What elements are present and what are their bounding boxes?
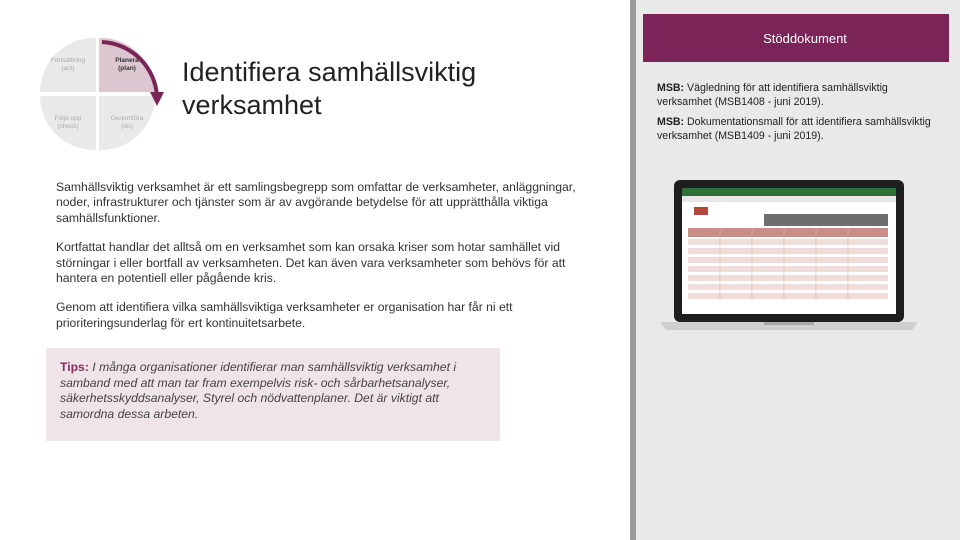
reference-source: MSB: [657, 116, 685, 129]
paragraph-purpose: Genom att identifiera vilka samhällsviktiga verksamheter er organisation har får ni ett prioriteringsunderlag för ert kontinuitetsarbete. [56, 300, 513, 330]
tips-box [46, 348, 500, 441]
reference-item[interactable] [657, 116, 939, 143]
cycle-progress-arrow [40, 30, 170, 110]
cycle-step-check-label: Följa upp (check) [54, 115, 82, 130]
laptop-illustration [660, 176, 942, 336]
reference-source: MSB: [657, 82, 685, 94]
support-panel-edge [630, 0, 636, 540]
reference-title: Vägledning för att identifiera samhällsviktig verksamhet (MSB1408 - juni 2019). [657, 82, 888, 108]
body-text [56, 180, 576, 345]
cycle-step-do-label: Genomföra (do) [110, 115, 144, 130]
support-panel-header: Stöddokument [643, 14, 949, 62]
reference-list [657, 82, 939, 150]
paragraph-summary: Kortfattat handlar det alltså om en verksamhet som kan orsaka kriser som hotar samhället vid störningar i eller bortfall av verksamheten. Det kan även vara verksamheter som behövs för att hantera en potentiell eller pågående kris. [56, 240, 566, 286]
cycle-step-plan-label: Planera (plan) [115, 57, 139, 72]
page-title: Identifiera samhällsviktig verksamhet [182, 57, 477, 120]
tips-label: Tips: [60, 360, 89, 374]
reference-title: Dokumentationsmall för att identifiera samhällsviktig verksamhet (MSB1409 - juni 2019). [657, 116, 931, 142]
cycle-step-act-label: Fortsättning (act) [50, 57, 86, 72]
tips-text: I många organisationer identifierar man samhällsviktig verksamhet i samband med att man tar fram exempelvis risk- och sårbarhetsanalyser, säkerhetsskyddsanalyser, Styrel och nödvattenplaner. Det är viktigt att samordna dessa arbeten. [60, 360, 457, 421]
paragraph-definition: Samhällsviktig verksamhet är ett samlingsbegrepp som omfattar de verksamheter, anläggningar, noder, infrastrukturer och tjänster som är av avgörande betydelse för att upprätthålla viktiga samhällsfunktioner. [56, 180, 576, 225]
reference-item[interactable] [657, 82, 939, 109]
